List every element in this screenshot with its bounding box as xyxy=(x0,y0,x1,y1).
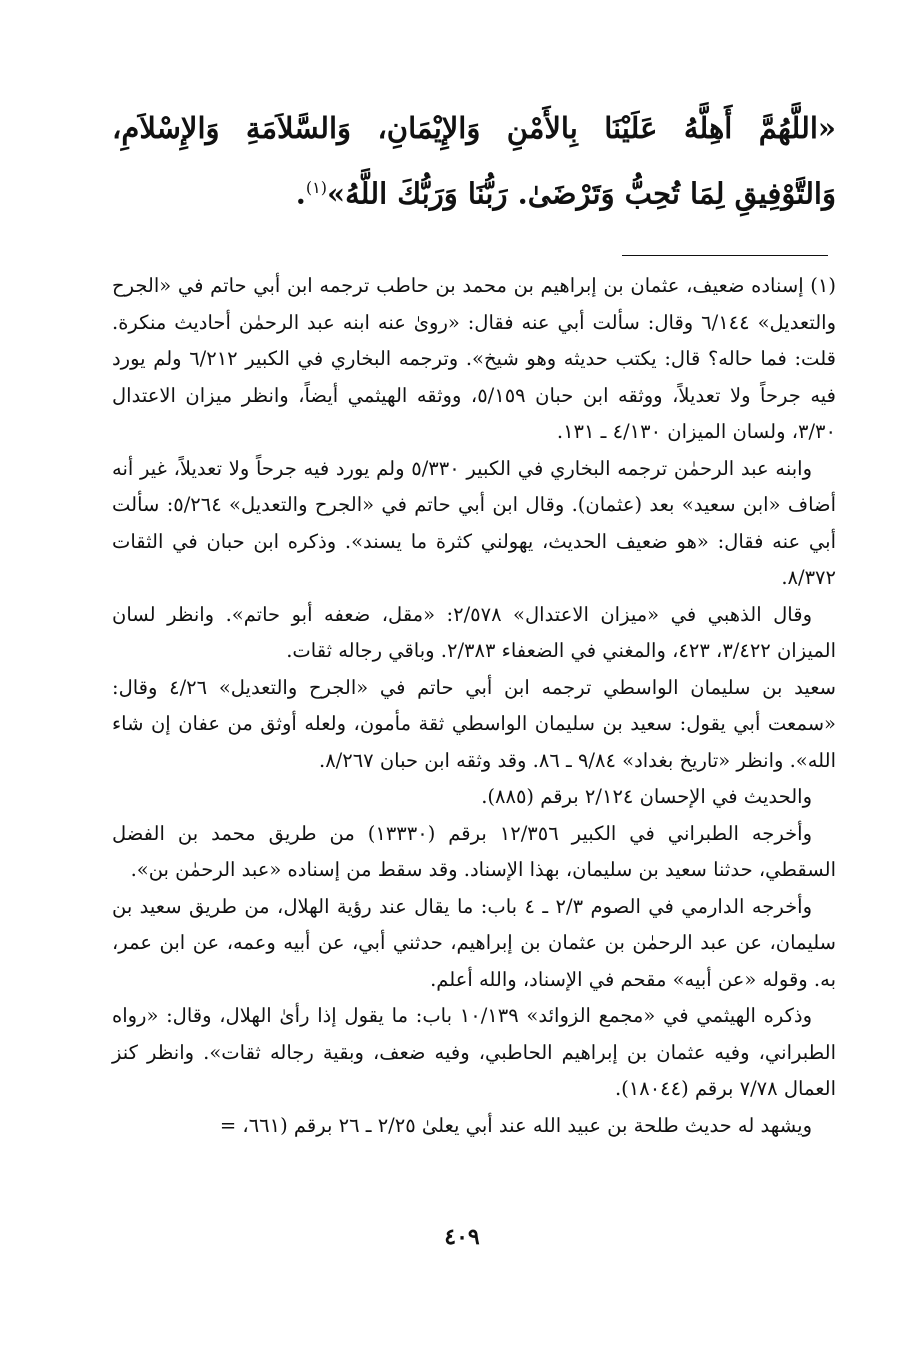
supplication-text: «اللَّهُمَّ أَهِلَّهُ عَلَيْنَا بِالأَمْنِ وَالإِيْمَانِ، وَالسَّلاَمَةِ وَالإِسْلاَمِ، وَالتَّوْفِيقِ لِمَا تُحِبُّ وَتَرْضَىٰ. رَبُّنَا وَرَبُّكَ اللَّهُ» xyxy=(112,111,836,211)
footnote-paragraph: والحديث في الإحسان ٢/١٢٤ برقم (٨٨٥). xyxy=(481,785,812,808)
footnote-paragraph: (١) إسناده ضعيف، عثمان بن إبراهيم بن محمد بن حاطب ترجمه ابن أبي حاتم في «الجرح والتعديل» ٦/١٤٤ وقال: سألت أبي عنه فقال: «روىٰ عنه ابنه عبد الرحمٰن أحاديث منكرة. قلت: فما حاله؟ قال: يكتب حديثه وهو شيخ». وترجمه البخاري في الكبير ٦/٢١٢ ولم يورد فيه جرحاً ولا تعديلاً، ووثقه ابن حبان ٥/١٥٩، ووثقه الهيثمي أيضاً، وانظر ميزان الاعتدال ٣/٣٠، ولسان الميزان ٤/١٣٠ ـ ١٣١. xyxy=(112,274,837,443)
footnote-paragraph: وقال الذهبي في «ميزان الاعتدال» ٢/٥٧٨: «مقل، ضعفه أبو حاتم». وانظر لسان الميزان ٣/٤٢٢، ٤٢٣، والمغني في الضعفاء ٢/٣٨٣. وباقي رجاله ثقات. xyxy=(112,602,836,662)
footnote-paragraph: وأخرجه الطبراني في الكبير ١٢/٣٥٦ برقم (١٣٣٣٠) من طريق محمد بن الفضل السقطي، حدثنا سعيد بن سليمان، بهذا الإسناد. وقد سقط من إسناده «عبد الرحمٰن بن». xyxy=(112,821,836,881)
footnote-separator xyxy=(622,255,828,256)
main-supplication-text xyxy=(112,98,836,224)
footnote-paragraph: وأخرجه الدارمي في الصوم ٢/٣ ـ ٤ باب: ما يقال عند رؤية الهلال، من طريق سعيد بن سليمان، عن عبد الرحمٰن بن عثمان بن إبراهيم، حدثني أبي، عن أبيه وعمه، عن ابن عمر، به. وقوله «عن أبيه» مقحم في الإسناد، والله أعلم. xyxy=(112,894,836,991)
page-number: ٤٠٩ xyxy=(444,1224,480,1250)
footnotes-section xyxy=(112,268,836,1144)
footnote-paragraph: سعيد بن سليمان الواسطي ترجمه ابن أبي حاتم في «الجرح والتعديل» ٤/٢٦ وقال: «سمعت أبي يقول: سعيد بن سليمان الواسطي ثقة مأمون، ولعله أوثق من عفان إن شاء الله». وانظر «تاريخ بغداد» ٩/٨٤ ـ ٨٦. وقد وثقه ابن حبان ٨/٢٦٧. xyxy=(112,675,836,772)
footnote-paragraph: وابنه عبد الرحمٰن ترجمه البخاري في الكبير ٥/٣٣٠ ولم يورد فيه جرحاً ولا تعديلاً، غير أنه أضاف «ابن سعيد» بعد (عثمان). وقال ابن أبي حاتم في «الجرح والتعديل» ٥/٢٦٤: سألت أبي عنه فقال: «هو ضعيف الحديث، يهولني كثرة ما يسند». وذكره ابن حبان في الثقات ٨/٣٧٢. xyxy=(112,456,836,589)
footnote-marker: (١) xyxy=(305,178,327,197)
main-text-end: . xyxy=(295,176,306,211)
footnote-paragraph: وذكره الهيثمي في «مجمع الزوائد» ١٠/١٣٩ باب: ما يقول إذا رأىٰ الهلال، وقال: «رواه الطبراني، وفيه عثمان بن إبراهيم الحاطبي، وفيه ضعف، وبقية رجاله ثقات». وانظر كنز العمال ٧/٧٨ برقم (١٨٠٤٤). xyxy=(112,1004,836,1100)
footnote-paragraph: ويشهد له حديث طلحة بن عبيد الله عند أبي يعلىٰ ٢/٢٥ ـ ٢٦ برقم (٦٦١، = xyxy=(219,1113,812,1137)
